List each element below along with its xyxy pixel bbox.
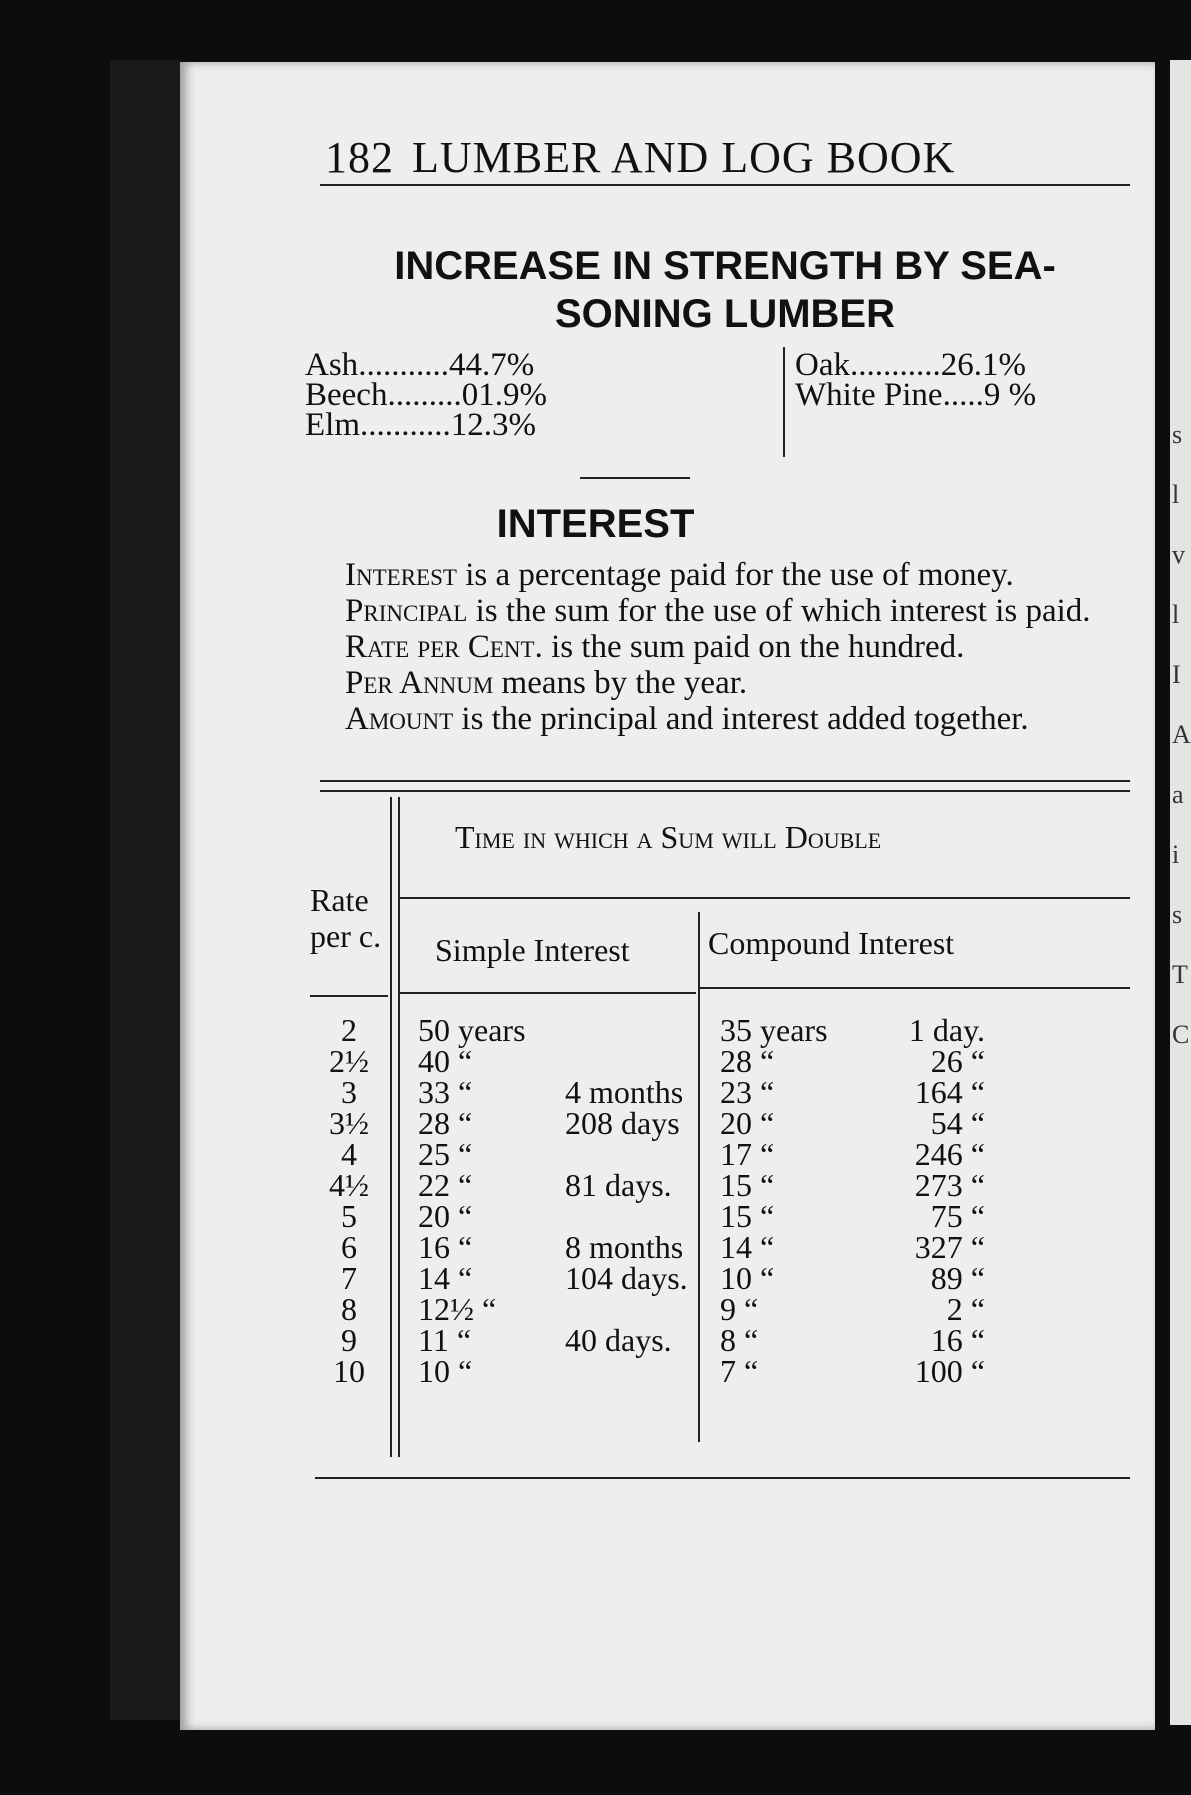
table-vrule (698, 912, 700, 1442)
definition (305, 665, 1115, 701)
definition-text: is a percentage paid for the use of money. (456, 557, 1014, 593)
definition (305, 629, 1115, 665)
cell-comp-days: 89 “ (930, 1260, 985, 1296)
strength-dots: ........... (360, 407, 451, 443)
cell-rate: 4 (341, 1136, 357, 1172)
cell-comp-days: 327 “ (914, 1229, 985, 1265)
cell-comp-years: 20 “ (720, 1105, 775, 1141)
interest-section-title: INTEREST (496, 502, 695, 546)
strength-wood: Ash (305, 347, 359, 383)
cell-comp-years: 8 “ (720, 1322, 759, 1358)
cell-simple-years: 22 “ (418, 1167, 473, 1203)
cell-simple-extra: 4 months (565, 1074, 684, 1110)
rate-rule (310, 995, 388, 997)
definition-term: Principal (345, 593, 468, 629)
table-vrule (390, 797, 392, 1457)
cell-comp-years: 28 “ (720, 1043, 775, 1079)
table-vrule (398, 797, 400, 1457)
definition-term: Interest (345, 557, 457, 593)
cell-comp-years: 35 years (720, 1012, 828, 1048)
cell-simple-years: 10 “ (418, 1353, 473, 1389)
cell-simple-extra: 8 months (565, 1229, 684, 1265)
book-edge (110, 60, 180, 1720)
doubling-table (310, 797, 1130, 1487)
adjacent-page-letter: C (1172, 1020, 1190, 1049)
cell-comp-days: 75 “ (930, 1198, 985, 1234)
cell-comp-days: 1 day. (908, 1012, 985, 1048)
cell-comp-days: 246 “ (914, 1136, 985, 1172)
cell-simple-years: 28 “ (418, 1105, 473, 1141)
strength-value: 01.9% (461, 377, 547, 413)
definition-term: Per Annum (345, 665, 494, 701)
strength-dots: ..... (942, 377, 984, 413)
simple-rule (400, 992, 696, 994)
cell-rate: 5 (341, 1198, 357, 1234)
definition-text: is the sum for the use of which interest is paid. (467, 593, 1091, 629)
definition-text: means by the year. (493, 665, 748, 701)
group-header: Time in which a Sum will Double (455, 819, 882, 855)
section-divider (580, 477, 690, 479)
strength-value: 12.3% (450, 407, 536, 443)
header-rule (400, 897, 1130, 899)
strength-wood: Beech (305, 377, 388, 413)
cell-simple-years: 14 “ (418, 1260, 473, 1296)
cell-rate: 7 (341, 1260, 357, 1296)
definition-term: Rate per Cent. (345, 629, 543, 665)
cell-rate: 8 (341, 1291, 357, 1327)
cell-comp-years: 10 “ (720, 1260, 775, 1296)
adjacent-page-letter: T (1172, 960, 1188, 989)
adjacent-page-letter: s (1172, 900, 1183, 929)
cell-rate: 4½ (329, 1167, 369, 1203)
adjacent-page-letter: s (1172, 420, 1183, 449)
cell-comp-days: 26 “ (930, 1043, 985, 1079)
cell-simple-years: 40 “ (418, 1043, 473, 1079)
table-bottom-rule (315, 1477, 1130, 1479)
cell-simple-years: 33 “ (418, 1074, 473, 1110)
definition-text: is the sum paid on the hundred. (542, 629, 965, 665)
strength-value: 9 % (983, 377, 1037, 413)
cell-comp-years: 23 “ (720, 1074, 775, 1110)
book-page (180, 62, 1155, 1730)
cell-comp-days: 54 “ (930, 1105, 985, 1141)
cell-simple-years: 25 “ (418, 1136, 473, 1172)
running-header (325, 132, 955, 183)
cell-comp-years: 15 “ (720, 1198, 775, 1234)
adjacent-page-letter: a (1172, 780, 1184, 809)
strength-dots: ......... (387, 377, 462, 413)
definition (305, 557, 1115, 593)
cell-simple-extra: 208 days (565, 1105, 680, 1141)
strength-wood: White Pine (795, 377, 943, 413)
header-rule (320, 184, 1130, 186)
interest-definitions (305, 557, 1115, 737)
cell-rate: 10 (333, 1353, 365, 1389)
simple-header: Simple Interest (435, 932, 630, 968)
adjacent-page-strip (1170, 60, 1191, 1725)
book-title: LUMBER AND LOG BOOK (412, 133, 956, 182)
cell-comp-days: 100 “ (914, 1353, 985, 1389)
definition-term: Amount (345, 701, 454, 737)
cell-simple-years: 20 “ (418, 1198, 473, 1234)
cell-simple-extra: 104 days. (565, 1260, 688, 1296)
cell-simple-years: 16 “ (418, 1229, 473, 1265)
rate-header: Rate per c. (310, 882, 382, 954)
cell-simple-years: 11 “ (418, 1322, 472, 1358)
strength-section-title: INCREASE IN STRENGTH BY SEA- SONING LUMBER (394, 244, 1056, 336)
definition (305, 593, 1115, 629)
cell-comp-years: 9 “ (720, 1291, 759, 1327)
cell-rate: 2 (341, 1012, 357, 1048)
cell-rate: 3 (341, 1074, 357, 1110)
table-top-rule-2 (320, 790, 1130, 792)
strength-dots: ........... (358, 347, 449, 383)
cell-comp-years: 17 “ (720, 1136, 775, 1172)
definition-text: is the principal and interest added together. (453, 701, 1029, 737)
adjacent-page-letter: A (1172, 720, 1191, 749)
compound-rule (700, 987, 1130, 989)
adjacent-page-letter: v (1172, 540, 1185, 569)
cell-simple-extra: 81 days. (565, 1167, 672, 1203)
cell-comp-days: 16 “ (930, 1322, 985, 1358)
cell-rate: 6 (341, 1229, 357, 1265)
cell-simple-years: 12½ “ (418, 1291, 497, 1327)
adjacent-page-letter: i (1172, 840, 1180, 869)
strength-value: 26.1% (940, 347, 1026, 383)
cell-comp-years: 7 “ (720, 1353, 759, 1389)
strength-value: 44.7% (448, 347, 535, 383)
cell-rate: 3½ (329, 1105, 369, 1141)
strength-dots: ........... (849, 347, 941, 383)
adjacent-page-letter: l (1172, 480, 1180, 509)
column-divider (783, 347, 785, 457)
compound-header: Compound Interest (708, 925, 955, 961)
strength-item (795, 377, 1036, 414)
strength-item (305, 407, 536, 444)
table-top-rule-1 (320, 780, 1130, 782)
strength-wood: Oak (795, 347, 850, 383)
strength-wood: Elm (305, 407, 360, 443)
cell-rate: 2½ (329, 1043, 369, 1079)
cell-comp-years: 15 “ (720, 1167, 775, 1203)
adjacent-page-letter: l (1172, 600, 1180, 629)
cell-simple-extra: 40 days. (565, 1322, 672, 1358)
page-number: 182 (325, 133, 394, 182)
cell-comp-years: 14 “ (720, 1229, 775, 1265)
cell-comp-days: 2 “ (946, 1291, 985, 1327)
definition (305, 701, 1115, 737)
cell-rate: 9 (341, 1322, 357, 1358)
cell-simple-years: 50 years (418, 1012, 526, 1048)
adjacent-page-letter: I (1172, 660, 1181, 689)
cell-comp-days: 164 “ (914, 1074, 985, 1110)
cell-comp-days: 273 “ (914, 1167, 985, 1203)
